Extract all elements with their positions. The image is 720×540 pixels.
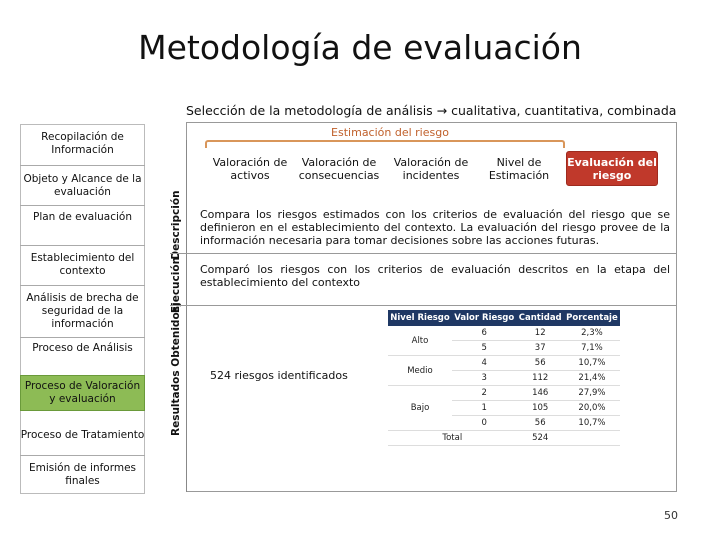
table-cell: 10,7% (564, 356, 620, 371)
table-cell: 10,7% (564, 416, 620, 431)
table-cell (564, 431, 620, 446)
header-valor-riesgo: Valor Riesgo (452, 310, 517, 326)
process-item-contexto: Establecimiento del contexto (30, 252, 135, 277)
table-cell: 21,4% (564, 371, 620, 386)
table-cell: 20,0% (564, 401, 620, 416)
estimation-label: Estimación del riesgo (331, 126, 449, 139)
table-cell: 105 (517, 401, 564, 416)
table-row (388, 356, 620, 371)
process-item-analisis-brecha: Análisis de brecha de seguridad de la información (26, 291, 139, 330)
row-label-divider (186, 140, 187, 492)
process-divider (20, 205, 145, 206)
row-label-ejecucion: Ejecución (170, 256, 182, 314)
table-cell: 4 (452, 356, 517, 371)
risk-table (388, 310, 620, 446)
estimation-bracket (205, 140, 565, 148)
process-item-informes: Emisión de informes finales (28, 462, 137, 487)
header-nivel-riesgo: Nivel Riesgo (388, 310, 452, 326)
table-cell: 5 (452, 341, 517, 356)
table-cell: 3 (452, 371, 517, 386)
table-total-row (388, 431, 620, 446)
process-divider (20, 455, 145, 456)
description-text: Compara los riesgos estimados con los criterios de evaluación del riesgo que se definieron en el establecimiento del contexto. La evaluación del riesgo provee de la información necesaria para tomar decisiones sobre las acciones futuras. (200, 208, 670, 247)
level-medio: Medio (388, 356, 452, 386)
step-evaluacion-riesgo: Evaluación del riesgo (566, 151, 658, 186)
table-cell: 37 (517, 341, 564, 356)
step-nivel-estimacion: Nivel de Estimación (488, 156, 550, 182)
header-porcentaje: Porcentaje (564, 310, 620, 326)
page-number: 50 (664, 509, 678, 522)
row-label-resultados: Resultados Obtenidos (170, 306, 182, 436)
methodology-subtitle: Selección de la metodología de análisis → cualitativa, cuantitativa, combinada (186, 103, 677, 118)
process-item-valoracion-active: Proceso de Valoración y evaluación (20, 375, 145, 411)
step-valoracion-consecuencias: Valoración de consecuencias (298, 156, 380, 182)
slide-title: Metodología de evaluación (138, 28, 582, 67)
process-item-recopilacion: Recopilación de Información (41, 131, 124, 156)
row-divider (170, 253, 677, 254)
table-cell: 112 (517, 371, 564, 386)
row-divider (170, 305, 677, 306)
process-divider (20, 245, 145, 246)
table-cell: 56 (517, 416, 564, 431)
table-row (388, 326, 620, 341)
table-cell: 12 (517, 326, 564, 341)
table-cell: 6 (452, 326, 517, 341)
total-value: 524 (517, 431, 564, 446)
table-cell: 1 (452, 401, 517, 416)
table-cell: 56 (517, 356, 564, 371)
total-label: Total (388, 431, 517, 446)
table-cell: 2 (452, 386, 517, 401)
process-item-tratamiento: Proceso de Tratamiento (20, 428, 145, 441)
header-cantidad: Cantidad (517, 310, 564, 326)
table-header-row (388, 310, 620, 326)
process-item-plan: Plan de evaluación (32, 210, 133, 223)
table-cell: 146 (517, 386, 564, 401)
step-valoracion-incidentes: Valoración de incidentes (393, 156, 469, 182)
table-cell: 7,1% (564, 341, 620, 356)
table-cell: 27,9% (564, 386, 620, 401)
results-text: 524 riesgos identificados (210, 369, 348, 382)
process-item-analisis: Proceso de Análisis (32, 341, 133, 354)
row-label-descripcion: Descripción (170, 190, 182, 260)
table-row (388, 386, 620, 401)
level-alto: Alto (388, 326, 452, 356)
level-bajo: Bajo (388, 386, 452, 431)
process-divider (20, 285, 145, 286)
table-cell: 0 (452, 416, 517, 431)
process-item-objeto-alcance: Objeto y Alcance de la evaluación (23, 173, 142, 198)
execution-text: Comparó los riesgos con los criterios de evaluación descritos en la etapa del establecimiento del contexto (200, 263, 670, 289)
table-cell: 2,3% (564, 326, 620, 341)
step-valoracion-activos: Valoración de activos (212, 156, 288, 182)
process-divider (20, 165, 145, 166)
